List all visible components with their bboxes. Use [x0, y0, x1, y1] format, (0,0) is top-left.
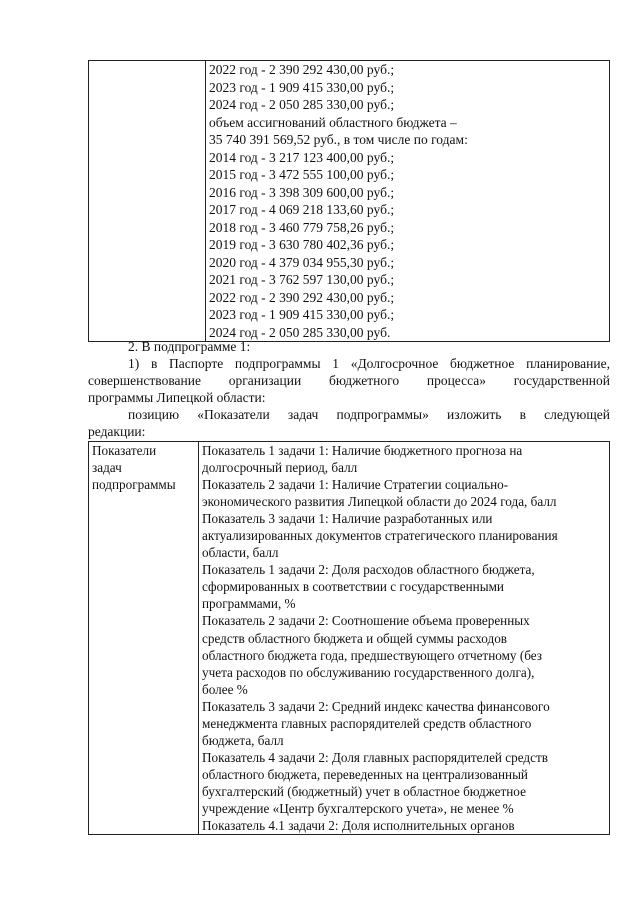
budget-line: 2017 год - 4 069 218 133,60 руб.;	[209, 202, 395, 217]
label-line: подпрограммы	[92, 477, 176, 493]
table-left-cell	[89, 61, 206, 342]
indicator-line: Показатель 1 задачи 1: Наличие бюджетного прогноза на	[202, 443, 523, 458]
label-line: Показатели	[92, 443, 157, 458]
table-row	[89, 61, 610, 342]
budget-table	[88, 60, 610, 342]
indicator-line: бюджета, балл	[202, 732, 284, 748]
indicator-line: области, балл	[202, 545, 279, 561]
indicators-table	[88, 441, 610, 835]
indicator-line: средств областного бюджета и общей суммы расходов	[202, 630, 508, 646]
indicator-line: Показатель 3 задачи 2: Средний индекс качества финансового	[202, 698, 550, 714]
table-row	[89, 442, 610, 835]
budget-line: 2019 год - 3 630 780 402,36 руб.;	[209, 237, 395, 252]
indicator-line: долгосрочный период, балл	[202, 460, 358, 476]
paragraph-line: 1) в Паспорте подпрограммы 1 «Долгосрочное бюджетное планирование,	[128, 356, 610, 371]
indicator-line: областного бюджета, переведенных на централизованный	[202, 766, 528, 782]
paragraph-line: совершенствование организации бюджетного процесса» государственной	[88, 373, 610, 389]
paragraph-line: позицию «Показатели задач подпрограммы» изложить в следующей	[128, 407, 610, 422]
paragraph-passport	[88, 355, 610, 407]
budget-line: объем ассигнований областного бюджета –	[209, 114, 457, 130]
budget-line: 2022 год - 2 390 292 430,00 руб.;	[209, 289, 395, 305]
budget-line: 2015 год - 3 472 555 100,00 руб.;	[209, 167, 395, 182]
budget-line: 2018 год - 3 460 779 758,26 руб.;	[209, 219, 395, 235]
indicator-line: сформированных в соответствии с государственными	[202, 579, 504, 595]
indicator-line: Показатель 2 задачи 2: Соотношение объема проверенных	[202, 613, 530, 629]
budget-line: 2023 год - 1 909 415 330,00 руб.;	[209, 307, 395, 322]
budget-line: 2023 год - 1 909 415 330,00 руб.;	[209, 79, 395, 95]
indicator-line: Показатель 2 задачи 1: Наличие Стратегии социально-	[202, 477, 509, 493]
indicator-line: актуализированных документов стратегического планирования	[202, 528, 558, 544]
budget-line: 2021 год - 3 762 597 130,00 руб.;	[209, 272, 395, 287]
indicator-line: Показатель 1 задачи 2: Доля расходов областного бюджета,	[202, 562, 535, 578]
budget-line: 2022 год - 2 390 292 430,00 руб.;	[209, 62, 395, 77]
indicators-label-cell	[89, 442, 199, 835]
paragraph-line: редакции:	[88, 424, 146, 440]
indicator-line: Показатель 3 задачи 1: Наличие разработанных или	[202, 511, 493, 527]
indicator-line: программами, %	[202, 596, 296, 612]
budget-line: 35 740 391 569,52 руб., в том числе по годам:	[209, 132, 468, 147]
indicator-line: учреждение «Центр бухгалтерского учета», не менее %	[202, 800, 514, 816]
indicator-line: более %	[202, 681, 248, 697]
paragraph-line: программы Липецкой области:	[88, 390, 266, 406]
table-right-cell	[206, 61, 610, 342]
budget-line: 2024 год - 2 050 285 330,00 руб.	[209, 324, 391, 340]
indicators-content-cell	[199, 442, 610, 835]
indicator-line: Показатель 4 задачи 2: Доля главных распорядителей средств	[202, 749, 548, 765]
indicator-line: учета расходов по обслуживанию государственного долга),	[202, 664, 535, 680]
paragraph-position	[88, 406, 610, 440]
indicator-line: Показатель 4.1 задачи 2: Доля исполнительных органов	[202, 818, 515, 834]
indicator-line: областного бюджета года, предшествующего отчетному (без	[202, 647, 542, 663]
budget-line: 2014 год - 3 217 123 400,00 руб.;	[209, 149, 395, 165]
budget-line: 2016 год - 3 398 309 600,00 руб.;	[209, 184, 395, 200]
budget-line: 2024 год - 2 050 285 330,00 руб.;	[209, 97, 395, 112]
indicator-line: экономического развития Липецкой области до 2024 года, балл	[202, 494, 557, 510]
paragraph-subprogram: 2. В подпрограмме 1:	[128, 339, 251, 354]
budget-line: 2020 год - 4 379 034 955,30 руб.;	[209, 254, 395, 270]
indicator-line: менеджмента главных распорядителей средств областного	[202, 715, 532, 731]
indicator-line: бухгалтерский (бюджетный) учет в областное бюджетное	[202, 783, 526, 799]
label-line: задач	[92, 460, 122, 476]
